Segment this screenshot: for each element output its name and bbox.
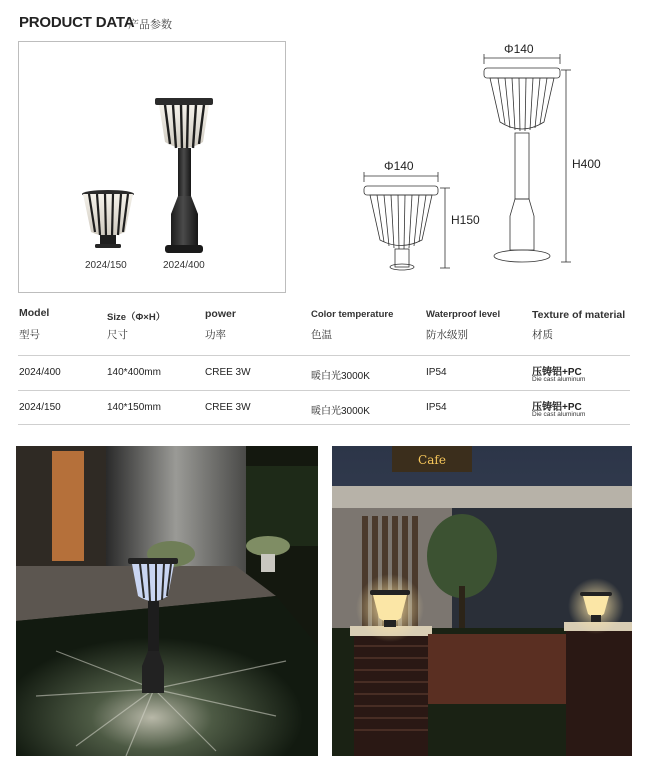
product-photo-illustration	[19, 42, 285, 292]
page-title: PRODUCT DATA	[19, 14, 135, 31]
table-divider	[18, 390, 630, 391]
cell-model: 2024/400	[19, 367, 61, 378]
large-diameter-label: Φ140	[504, 42, 534, 56]
large-lamp-image	[155, 98, 213, 253]
cell-size: 140*400mm	[107, 367, 161, 378]
small-diameter-label: Φ140	[384, 159, 414, 173]
header-power: power	[205, 308, 236, 320]
caption-small-lamp: 2024/150	[85, 260, 127, 271]
header-size-cn: 尺寸	[107, 329, 128, 341]
cell-power: CREE 3W	[205, 367, 251, 378]
cell-color-temp: 暖白光3000K	[311, 406, 370, 417]
small-height-label: H150	[451, 213, 480, 227]
large-lamp-outline	[484, 68, 560, 262]
header-size: Size（Φ×H）	[107, 312, 166, 323]
cell-material: 压铸铝+PC	[532, 367, 582, 378]
header-color-temperature-cn: 色温	[311, 329, 332, 341]
header-material: Texture of material	[532, 309, 626, 321]
cell-material: 压铸铝+PC	[532, 402, 582, 413]
header-waterproof: Waterproof level	[426, 309, 501, 320]
cell-material-note: Die cast aluminum	[532, 411, 586, 418]
header-material-cn: 材质	[532, 329, 553, 341]
page-subtitle: 产品参数	[128, 19, 172, 31]
small-lamp-outline	[364, 186, 438, 270]
small-lamp-image	[82, 190, 134, 248]
cell-material-note: Die cast aluminum	[532, 376, 586, 383]
large-height-label: H400	[572, 157, 601, 171]
header-model-cn: 型号	[19, 329, 40, 341]
header-waterproof-cn: 防水级别	[426, 329, 468, 341]
scene-photo-entrance	[332, 446, 632, 756]
cafe-sign-text: Cafe	[418, 453, 446, 467]
cell-color-temp: 暖白光3000K	[311, 371, 370, 382]
cell-power: CREE 3W	[205, 402, 251, 413]
cell-model: 2024/150	[19, 402, 61, 413]
table-divider	[18, 424, 630, 425]
cell-waterproof: IP54	[426, 402, 447, 413]
header-power-cn: 功率	[205, 329, 226, 341]
header-color-temperature: Color temperature	[311, 309, 394, 320]
caption-large-lamp: 2024/400	[163, 260, 205, 271]
cell-waterproof: IP54	[426, 367, 447, 378]
header-model: Model	[19, 307, 50, 319]
scene-photo-garden	[16, 446, 318, 756]
cell-size: 140*150mm	[107, 402, 161, 413]
table-divider	[18, 355, 630, 356]
product-photo-box	[18, 41, 286, 293]
